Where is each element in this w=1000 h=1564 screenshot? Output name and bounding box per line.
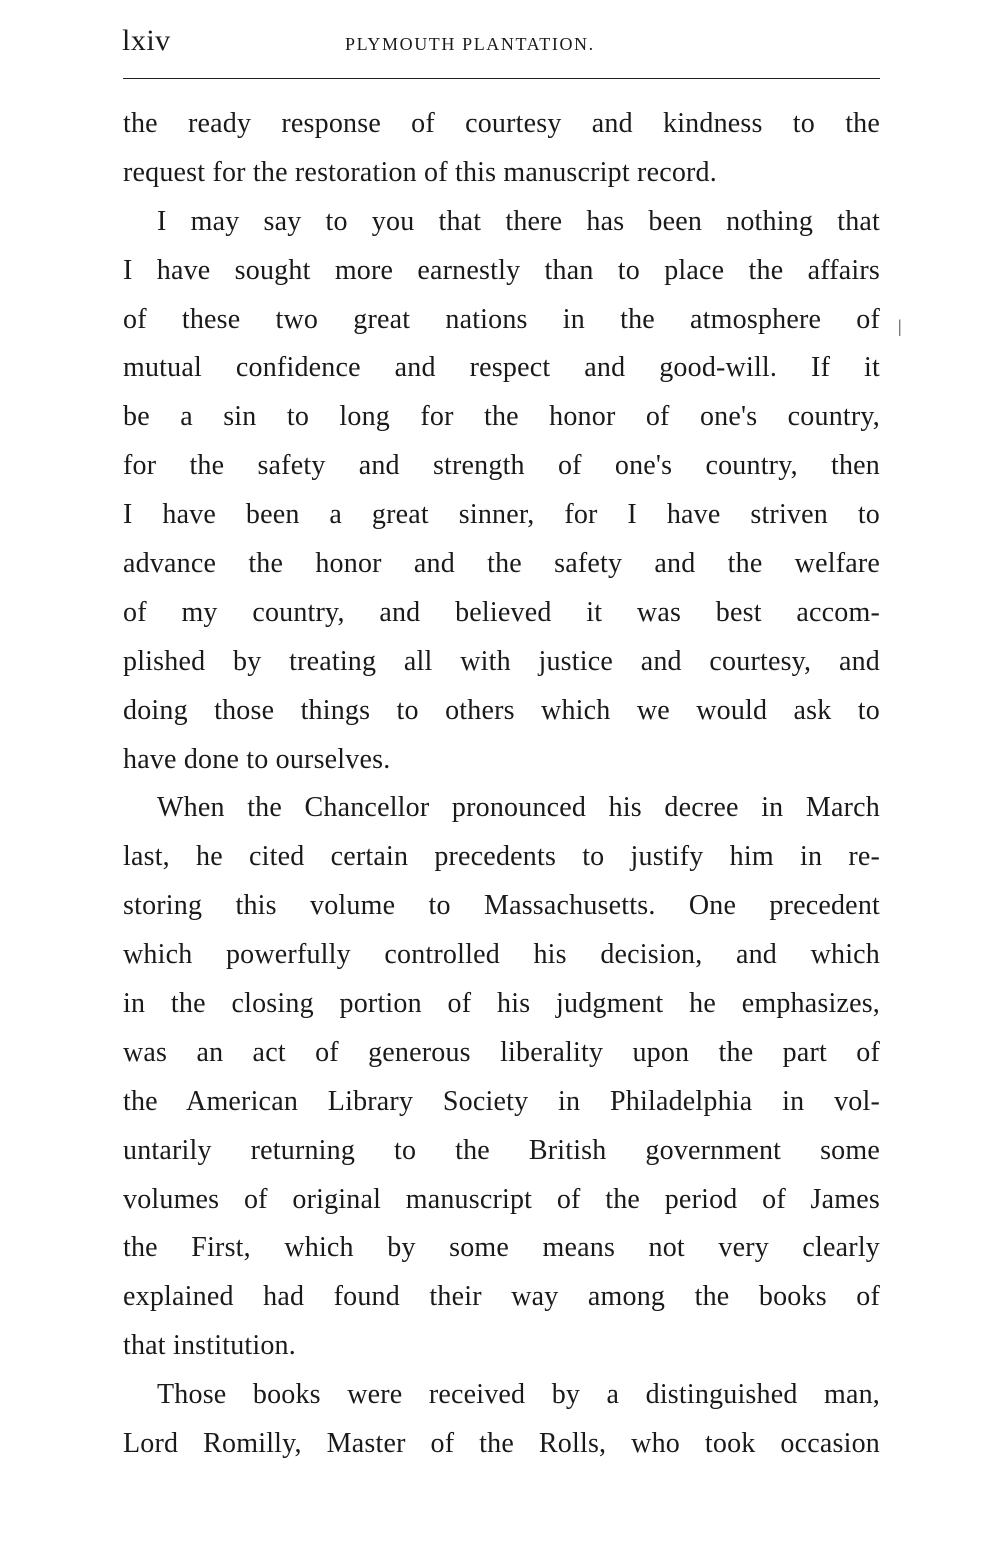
text-line: request for the restoration of this manuscript record. <box>123 156 717 188</box>
text-line: mutual confidence and respect and good-will. If it <box>123 352 880 384</box>
text-line: for the safety and strength of one's country, then <box>123 450 880 482</box>
page-header <box>123 24 880 64</box>
page-number: lxiv <box>122 24 171 57</box>
text-line: doing those things to others which we would ask to <box>123 694 880 726</box>
text-line: of these two great nations in the atmosphere of <box>123 303 880 335</box>
text-line: When the Chancellor pronounced his decree in March <box>157 792 880 824</box>
text-line: plished by treating all with justice and courtesy, and <box>123 645 880 677</box>
text-line: the First, which by some means not very clearly <box>123 1232 880 1264</box>
text-line: untarily returning to the British government some <box>123 1134 880 1166</box>
text-line: in the closing portion of his judgment he emphasizes, <box>123 988 880 1020</box>
text-line: Lord Romilly, Master of the Rolls, who took occasion <box>123 1428 880 1460</box>
text-line: that institution. <box>123 1330 296 1362</box>
text-line: last, he cited certain precedents to justify him in re- <box>123 841 880 873</box>
text-line: the ready response of courtesy and kindness to the <box>123 108 880 139</box>
text-line: advance the honor and the safety and the welfare <box>123 548 880 580</box>
text-line: which powerfully controlled his decision, and which <box>123 939 880 971</box>
text-line: be a sin to long for the honor of one's country, <box>123 401 880 433</box>
margin-mark: | <box>898 316 902 336</box>
book-page <box>123 0 880 1564</box>
text-line: was an act of generous liberality upon the part of <box>123 1036 880 1068</box>
header-rule <box>123 78 880 79</box>
text-line: the American Library Society in Philadelphia in vol- <box>123 1085 880 1117</box>
text-line: volumes of original manuscript of the period of James <box>123 1183 880 1215</box>
running-head: PLYMOUTH PLANTATION. <box>345 34 595 54</box>
text-line: storing this volume to Massachusetts. One precedent <box>123 890 880 922</box>
body-text <box>123 100 880 1469</box>
text-line: of my country, and believed it was best accom- <box>123 596 880 628</box>
text-line: I have been a great sinner, for I have striven to <box>123 499 880 531</box>
text-line: Those books were received by a distinguished man, <box>157 1379 880 1411</box>
text-line: I have sought more earnestly than to place the affairs <box>123 254 880 286</box>
text-line: have done to ourselves. <box>123 743 391 775</box>
text-line: I may say to you that there has been nothing that <box>157 205 880 237</box>
text-line: explained had found their way among the books of <box>123 1281 880 1313</box>
